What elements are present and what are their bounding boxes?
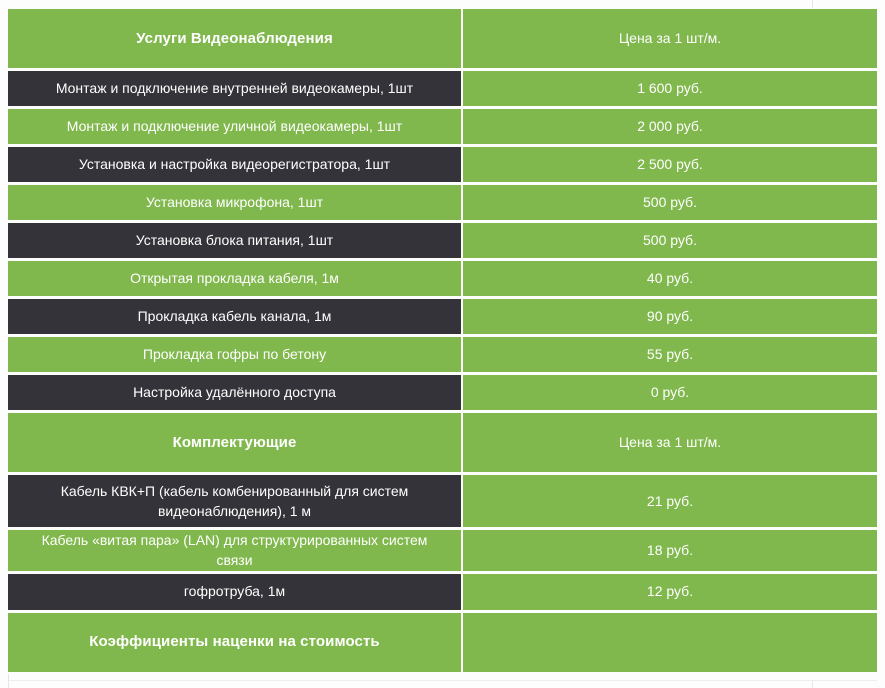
price-cell: 90 руб. [463,299,877,334]
cropped-row-border-artifact-bottom [8,680,877,681]
price-cell: 1 600 руб. [463,71,877,106]
cropped-row-border-artifact-top [812,0,813,8]
section-header-row [8,613,877,672]
service-name-cell: Установка микрофона, 1шт [8,185,461,220]
table-row [8,71,877,106]
service-name-cell: Установка блока питания, 1шт [8,223,461,258]
price-cell: 40 руб. [463,261,877,296]
section-title: Услуги Видеонаблюдения [8,9,461,68]
table-row [8,337,877,372]
cropped-row-border-artifact-bottom-right [812,681,813,688]
service-name-cell: Установка и настройка видеорегистратора, 1шт [8,147,461,182]
section-title: Комплектующие [8,413,461,472]
table-row [8,109,877,144]
service-name-cell: гофротруба, 1м [8,574,461,610]
section-title: Коэффициенты наценки на стоимость [8,613,461,672]
price-column-header: Цена за 1 шт/м. [463,9,877,68]
price-cell: 500 руб. [463,223,877,258]
table-row [8,475,877,527]
table-row [8,223,877,258]
section-header-row [8,413,877,472]
table-row [8,185,877,220]
price-cell: 18 руб. [463,530,877,571]
service-name-cell: Открытая прокладка кабеля, 1м [8,261,461,296]
price-cell: 12 руб. [463,574,877,610]
table-row [8,375,877,410]
price-column-header: Цена за 1 шт/м. [463,413,877,472]
service-name-cell: Монтаж и подключение внутренней видеокамеры, 1шт [8,71,461,106]
table-row [8,530,877,571]
table-row [8,574,877,610]
cropped-row-border-artifact-bottom-left [8,674,9,688]
service-name-cell: Прокладка гофры по бетону [8,337,461,372]
service-name-cell: Кабель КВК+П (кабель комбенированный для систем видеонаблюдения), 1 м [8,475,461,527]
price-cell: 2 000 руб. [463,109,877,144]
price-column-header [463,613,877,672]
section-header-row [8,9,877,68]
price-cell: 55 руб. [463,337,877,372]
pricing-table [8,9,877,675]
service-name-cell: Настройка удалённого доступа [8,375,461,410]
price-cell: 500 руб. [463,185,877,220]
table-row [8,147,877,182]
table-row [8,299,877,334]
price-cell: 0 руб. [463,375,877,410]
price-cell: 2 500 руб. [463,147,877,182]
service-name-cell: Монтаж и подключение уличной видеокамеры, 1шт [8,109,461,144]
table-row [8,261,877,296]
service-name-cell: Прокладка кабель канала, 1м [8,299,461,334]
price-cell: 21 руб. [463,475,877,527]
service-name-cell: Кабель «витая пара» (LAN) для структурированных систем связи [8,530,461,571]
